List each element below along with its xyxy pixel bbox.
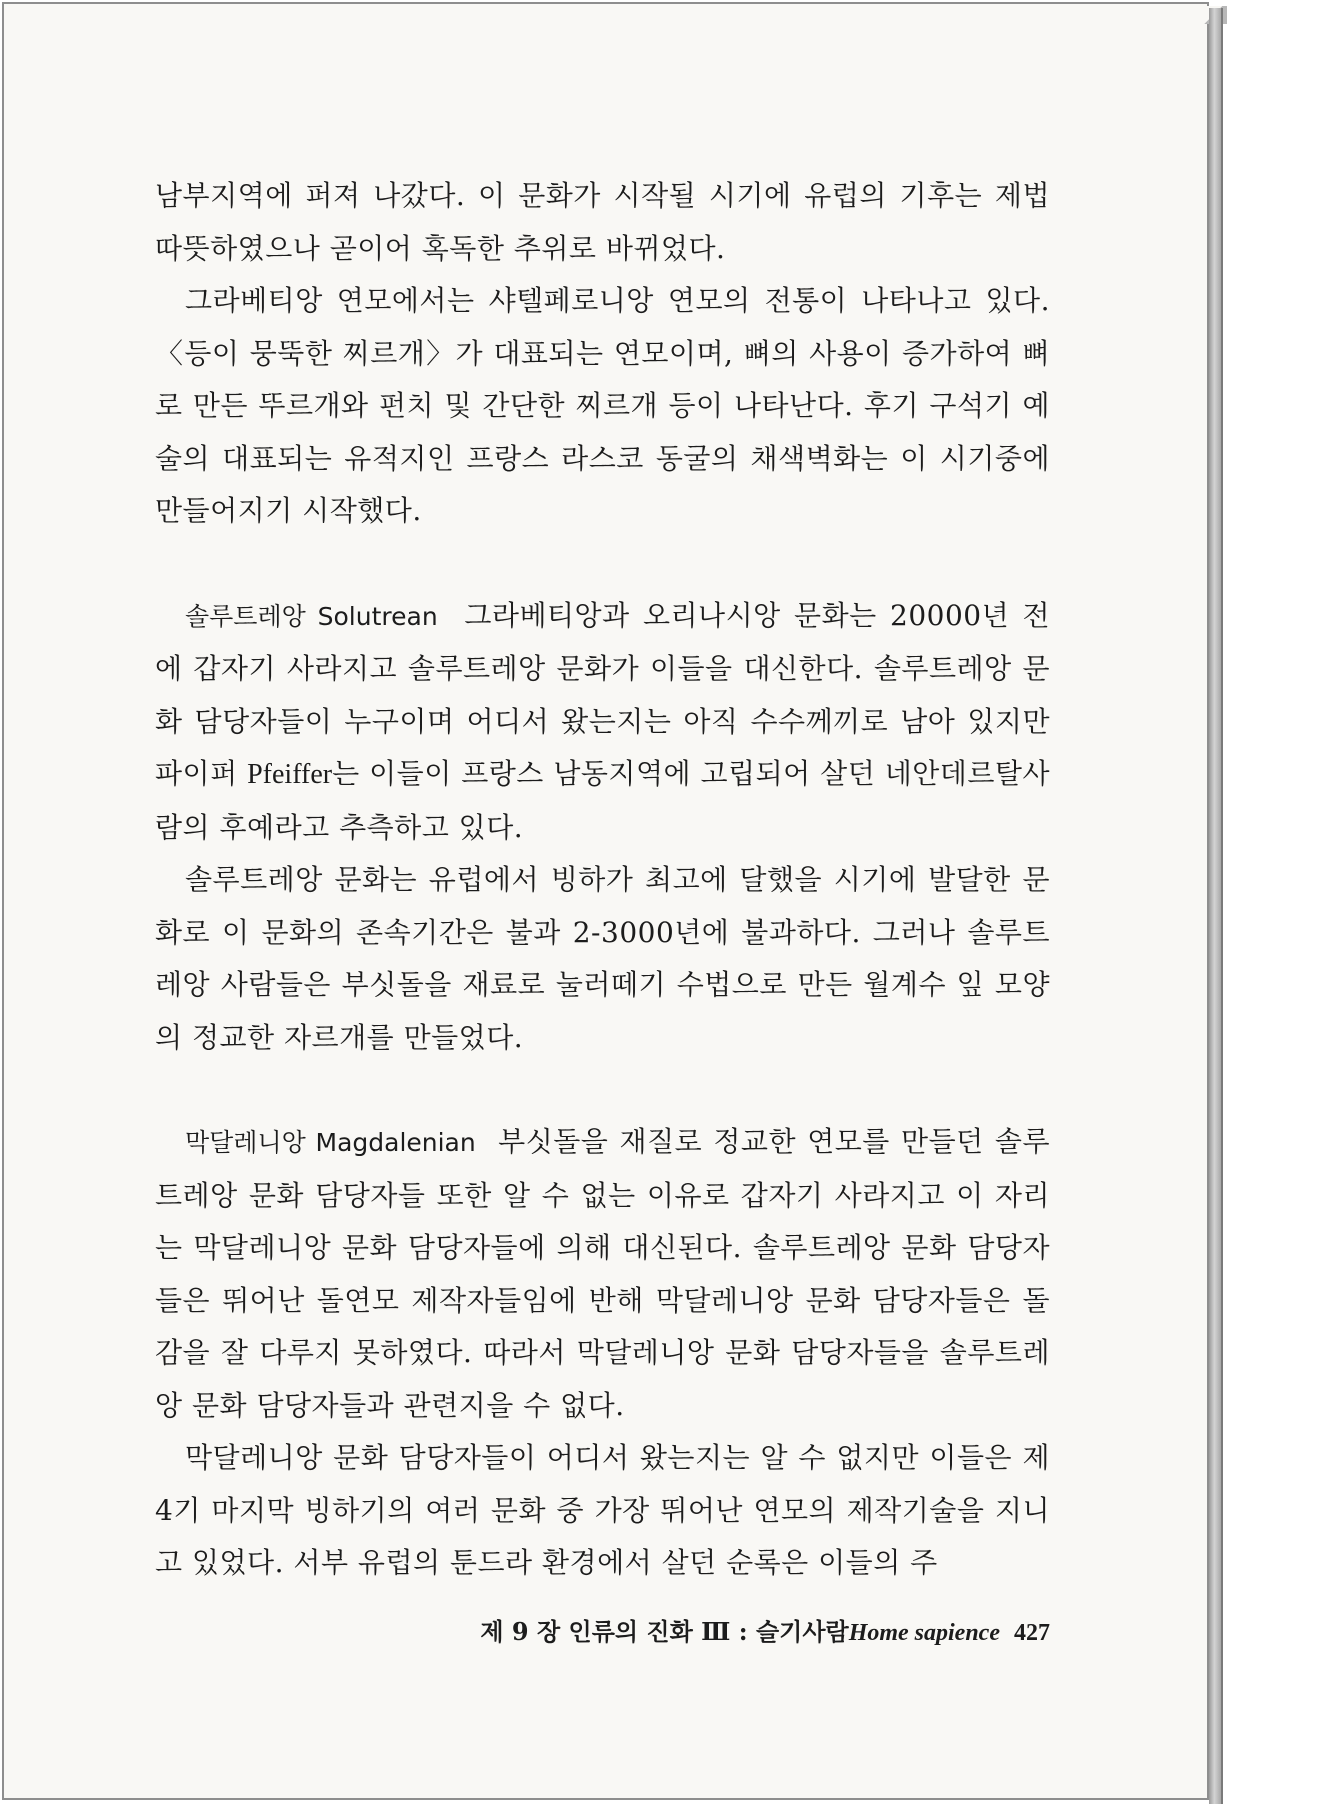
page-stack-edge (1209, 8, 1223, 1804)
paragraph-6: 막달레니앙 문화 담당자들이 어디서 왔는지는 알 수 없지만 이들은 제4기 마지막 빙하기의 여러 문화 중 가장 뛰어난 연모의 제작기술을 지니고 있었다. 서부 유럽의 툰드라 환경에서 살던 순록은 이들의 주 (155, 1441, 1050, 1579)
footer-chapter: 제 9 장 인류의 진화 Ⅲ : 슬기사람 (480, 1617, 849, 1646)
section-term-solutrean: 솔루트레앙 Solutrean (185, 601, 438, 631)
section-gap (155, 538, 1050, 590)
paragraph-4: 솔루트레앙 문화는 유럽에서 빙하가 최고에 달했을 시기에 발달한 문화로 이 문화의 존속기간은 불과 2-3000년에 불과하다. 그러나 솔루트레앙 사람들은 부싯돌을 재료로 눌러떼기 수법으로 만든 월계수 잎 모양의 정교한 자르개를 만들었다. (155, 863, 1050, 1054)
footer-chapter-latin: Home sapience (848, 1620, 1000, 1646)
paragraph-1: 남부지역에 퍼져 나갔다. 이 문화가 시작될 시기에 유럽의 기후는 제법 따뜻하였으나 곧이어 혹독한 추위로 바뀌었다. (155, 179, 1050, 265)
section-gap (155, 1064, 1050, 1116)
paragraph-3-text-b: 는 이들이 프랑스 남동지역에 고립되어 살던 네안데르탈사람의 후예라고 추측하고 있다. (155, 757, 1051, 844)
paragraph-3-latin: Pfeiffer (247, 759, 333, 790)
paragraph-5 (155, 1116, 1050, 1432)
paragraph-3-text-a: 그라베티앙과 오리나시앙 문화는 20000년 전에 갑자기 사라지고 솔루트레앙 문화가 이들을 대신한다. 솔루트레앙 문화 담당자들이 누구이며 어디서 왔는지는 아직 수수께끼로 남아 있지만 파이퍼 (155, 598, 1051, 790)
paragraph-5-text: 부싯돌을 재질로 정교한 연모를 만들던 솔루트레앙 문화 담당자들 또한 알 수 없는 이유로 갑자기 사라지고 이 자리는 막달레니앙 문화 담당자들에 의해 대신된다. 솔루트레앙 문화 담당자들은 뛰어난 돌연모 제작자들임에 반해 막달레니앙 문화 담당자들은 돌감을 잘 다루지 못하였다. 따라서 막달레니앙 문화 담당자들을 솔루트레앙 문화 담당자들과 관련지을 수 없다. (155, 1125, 1050, 1422)
paragraph-2: 그라베티앙 연모에서는 샤텔페로니앙 연모의 전통이 나타나고 있다. 〈등이 뭉뚝한 찌르개〉가 대표되는 연모이며, 뼈의 사용이 증가하여 뼈로 만든 뚜르개와 펀치 및 간단한 찌르개 등이 나타난다. 후기 구석기 예술의 대표되는 유적지인 프랑스 라스코 동굴의 채색벽화는 이 시기중에 만들어지기 시작했다. (155, 284, 1050, 527)
section-term-magdalenian: 막달레니앙 Magdalenian (185, 1128, 476, 1157)
page-number: 427 (1014, 1620, 1050, 1646)
running-footer (455, 1612, 1050, 1647)
paragraph-3 (155, 590, 1050, 855)
body-text (155, 170, 1050, 1590)
